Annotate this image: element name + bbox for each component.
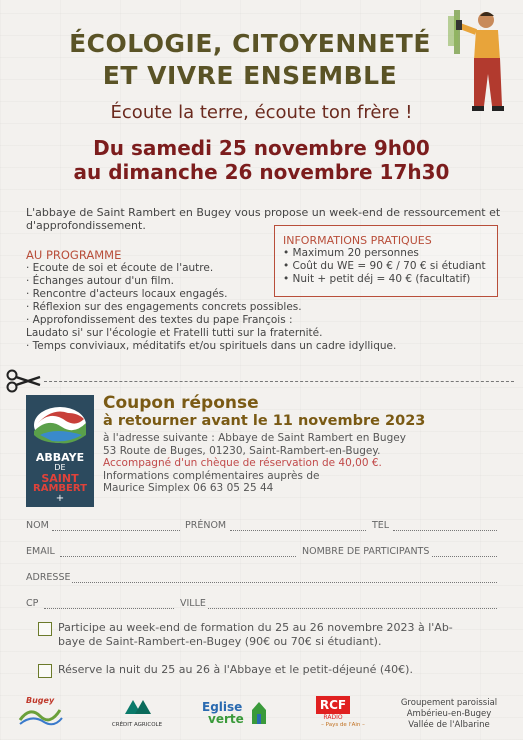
participation-line-1: Participe au week-end de formation du 25 au 26 novembre 2023 à l'Ab- — [58, 621, 453, 634]
info-item: • Nuit + petit déj = 40 € (facultatif) — [283, 273, 471, 285]
logo-plus: + — [55, 493, 65, 504]
group-line-1: Groupement paroissial — [400, 698, 498, 708]
programme-item: · Temps conviviaux, méditatifs et/ou spirituels dans un cadre idyllique. — [26, 340, 397, 352]
intro-line-2: d'approfondissement. — [26, 219, 146, 232]
rcf-text: RCF — [316, 696, 350, 714]
programme-item: · Échanges autour d'un film. — [26, 275, 174, 287]
info-contact-line-1: Informations complémentaires auprès de — [103, 469, 320, 482]
participation-text — [58, 621, 508, 649]
hills-icon — [32, 405, 88, 445]
address-line-2: 53 Route de Buges, 01230, Saint-Rambert-en-Bugey. — [103, 444, 381, 457]
ville-label: VILLE — [180, 598, 206, 609]
programme-item: · Approfondissement des textes du pape François : — [26, 314, 293, 326]
date-start: Du samedi 25 novembre 9h00 — [93, 136, 430, 160]
info-contact-line-2: Maurice Simplex 06 63 05 25 44 — [103, 482, 274, 494]
info-list — [275, 247, 497, 286]
cut-line — [44, 381, 514, 382]
programme-item: Laudato si' sur l'écologie et Fratelli tutti sur la fraternité. — [26, 327, 323, 339]
title-line-1: ÉCOLOGIE, CITOYENNETÉ — [69, 29, 431, 58]
rcf-sub: RADIO — [323, 714, 343, 721]
programme-item: · Ecoute de soi et écoute de l'autre. — [26, 262, 214, 274]
eglise-verte-logo — [200, 698, 270, 730]
subtitle: Écoute la terre, écoute ton frère ! — [110, 102, 413, 123]
logo-line-1: ABBAYE — [35, 451, 85, 464]
adresse-label: ADRESSE — [26, 572, 71, 583]
participation-checkbox[interactable] — [38, 622, 52, 636]
participants-label: NOMBRE DE PARTICIPANTS — [302, 546, 430, 557]
bugey-text: Bugey — [26, 696, 55, 705]
ville-field[interactable] — [208, 608, 497, 609]
logo-line-2: DE — [54, 463, 66, 472]
participation-line-2: baye de Saint-Rambert-en-Bugey (90€ ou 70€ si étudiant). — [58, 635, 382, 648]
nom-field[interactable] — [52, 530, 180, 531]
church-icon — [250, 700, 268, 726]
coupon-title: Coupon réponse — [103, 393, 259, 413]
prenom-field[interactable] — [230, 530, 366, 531]
info-item: • Coût du WE = 90 € / 70 € si étudiant — [283, 260, 486, 272]
participants-field[interactable] — [432, 556, 497, 557]
info-item: • Maximum 20 personnes — [283, 247, 419, 259]
info-box — [274, 225, 498, 297]
group-line-2: Ambérieu-en-Bugey — [406, 709, 492, 719]
programme-title: AU PROGRAMME — [26, 248, 122, 262]
groupement-paroissial — [388, 698, 510, 731]
cp-label: CP — [26, 598, 39, 609]
night-text: Réserve la nuit du 25 au 26 à l'Abbaye et le petit-déjeuné (40€). — [58, 663, 413, 676]
credit-agricole-logo — [108, 696, 166, 730]
night-checkbox[interactable] — [38, 664, 52, 678]
email-field[interactable] — [60, 556, 296, 557]
group-line-3: Vallée de l'Albarine — [408, 720, 490, 730]
rcf-tagline: – Pays de l'Ain – — [321, 722, 365, 728]
tel-label: TEL — [372, 520, 390, 531]
logo-line-4: RAMBERT — [33, 483, 87, 494]
info-title: INFORMATIONS PRATIQUES — [283, 234, 432, 247]
bugey-logo — [16, 696, 64, 730]
rcf-logo — [312, 696, 374, 732]
coupon-address — [103, 432, 503, 495]
abbaye-logo — [26, 395, 94, 507]
cheque-note: Accompagné d'un chèque de réservation de 40,00 €. — [103, 457, 382, 469]
address-line-1: à l'adresse suivante : Abbaye de Saint Rambert en Bugey — [103, 432, 406, 444]
date-end: au dimanche 26 novembre 17h30 — [73, 160, 450, 184]
ca-mark-icon — [121, 696, 153, 718]
cp-field[interactable] — [44, 608, 174, 609]
adresse-field[interactable] — [72, 582, 497, 583]
coupon-deadline: à retourner avant le 11 novembre 2023 — [103, 413, 426, 429]
tel-field[interactable] — [393, 530, 497, 531]
verte-text: verte — [208, 712, 244, 726]
email-label: EMAIL — [26, 546, 55, 557]
eglise-text: Eglise — [202, 700, 243, 714]
nom-label: NOM — [26, 520, 49, 531]
programme-item: · Réflexion sur des engagements concrets possibles. — [26, 301, 302, 313]
ca-text: CRÉDIT AGRICOLE — [111, 722, 163, 728]
intro-line-1: L'abbaye de Saint Rambert en Bugey vous propose un week-end de ressourcement et — [26, 206, 501, 219]
programme-item: · Rencontre d'acteurs locaux engagés. — [26, 288, 228, 300]
scissors-icon — [6, 369, 42, 393]
title-line-2: ET VIVRE ENSEMBLE — [102, 61, 398, 90]
prenom-label: PRÉNOM — [185, 520, 227, 531]
logo-line-3: SAINT — [41, 472, 79, 485]
